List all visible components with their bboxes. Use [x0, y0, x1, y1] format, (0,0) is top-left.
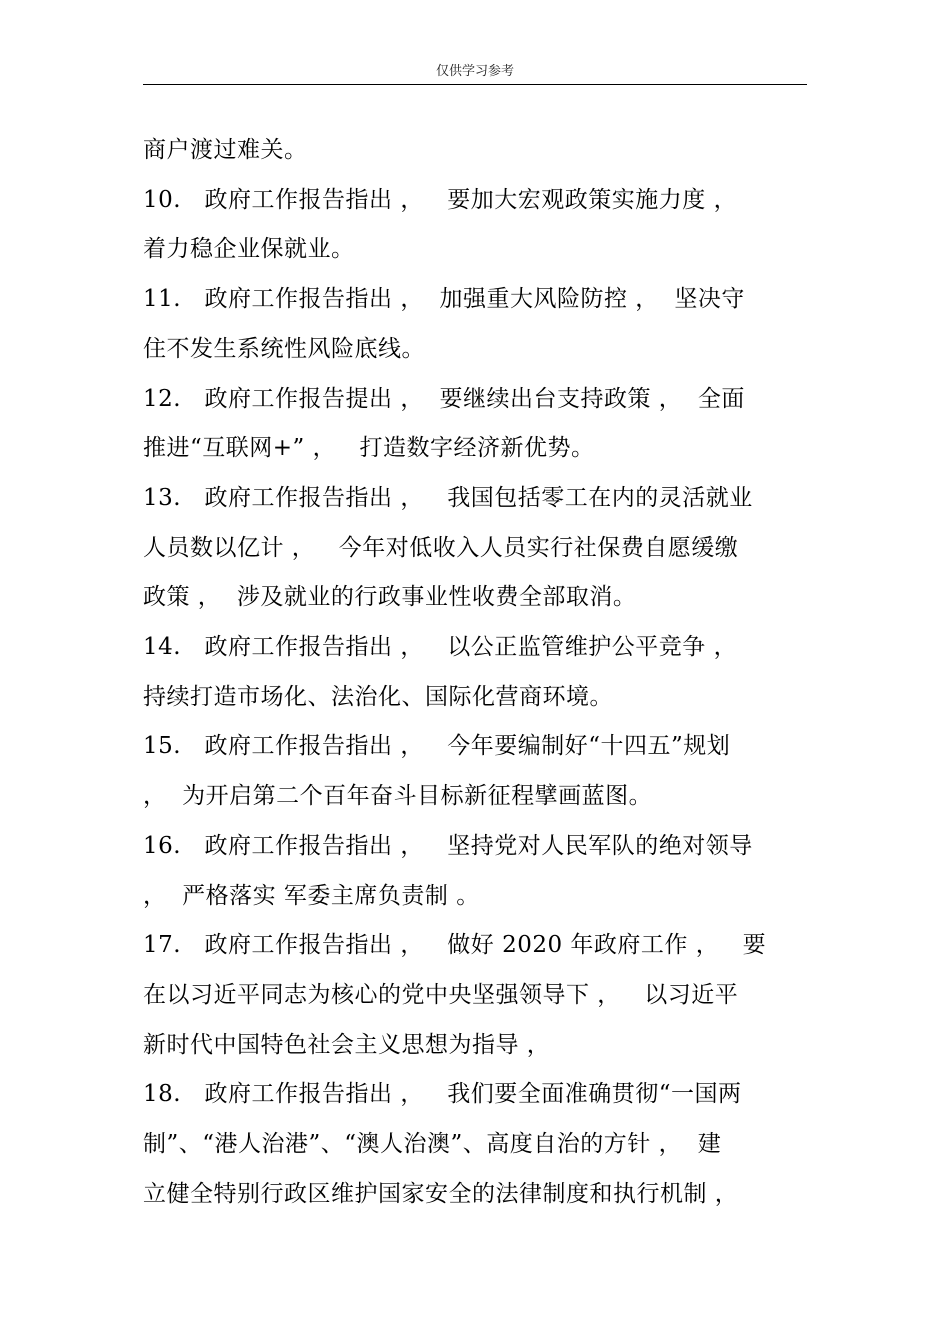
page-header — [143, 62, 807, 85]
text-line: 在以习近平同志为核心的党中央坚强领导下 ， 以习近平 — [143, 981, 739, 1008]
text-line: 16. 政府工作报告指出 ， 坚持党对人民军队的绝对领导 — [143, 832, 753, 859]
text-line: ， 严格落实 军委主席负责制 。 — [143, 882, 480, 909]
text-line: 18. 政府工作报告指出 ， 我们要全面准确贯彻“一国两 — [143, 1081, 742, 1108]
text-line: 17. 政府工作报告指出 ， 做好 2020 年政府工作 ， 要 — [143, 932, 767, 959]
text-line: 住不发生系统性风险底线。 — [143, 335, 425, 362]
text-line: 立健全特别行政区维护国家安全的法律制度和执行机制 ， — [143, 1180, 739, 1207]
text-line: 着力稳企业保就业。 — [143, 236, 355, 263]
text-line: ， 为开启第二个百年奋斗目标新征程擘画蓝图。 — [143, 783, 653, 810]
text-line: 15. 政府工作报告指出 ， 今年要编制好“十四五”规划 — [143, 733, 731, 760]
document-body — [143, 126, 807, 1219]
text-line: 推进“互联网+” ， 打造数字经济新优势。 — [143, 435, 595, 462]
text-line: 13. 政府工作报告指出 ， 我国包括零工在内的灵活就业 — [143, 484, 753, 511]
text-line: 制”、“港人治港”、“澳人治澳”、高度自治的方针 ， 建 — [143, 1131, 722, 1158]
text-line: 10. 政府工作报告指出 ， 要加大宏观政策实施力度 ， — [143, 186, 738, 213]
text-line: 人员数以亿计 ， 今年对低收入人员实行社保费自愿缓缴 — [143, 534, 739, 561]
text-line: 政策 ， 涉及就业的行政事业性收费全部取消。 — [143, 584, 637, 611]
text-line: 12. 政府工作报告提出 ， 要继续出台支持政策 ， 全面 — [143, 385, 745, 412]
text-line: 11. 政府工作报告指出 ， 加强重大风险防控 ， 坚决守 — [143, 286, 745, 313]
header-text: 仅供学习参考 — [435, 64, 514, 79]
text-line: 新时代中国特色社会主义思想为指导 ， — [143, 1031, 551, 1058]
text-line: 商户渡过难关。 — [143, 137, 308, 163]
text-line: 14. 政府工作报告指出 ， 以公正监管维护公平竞争 ， — [143, 634, 738, 661]
text-line: 持续打造市场化、法治化、国际化营商环境。 — [143, 683, 613, 710]
